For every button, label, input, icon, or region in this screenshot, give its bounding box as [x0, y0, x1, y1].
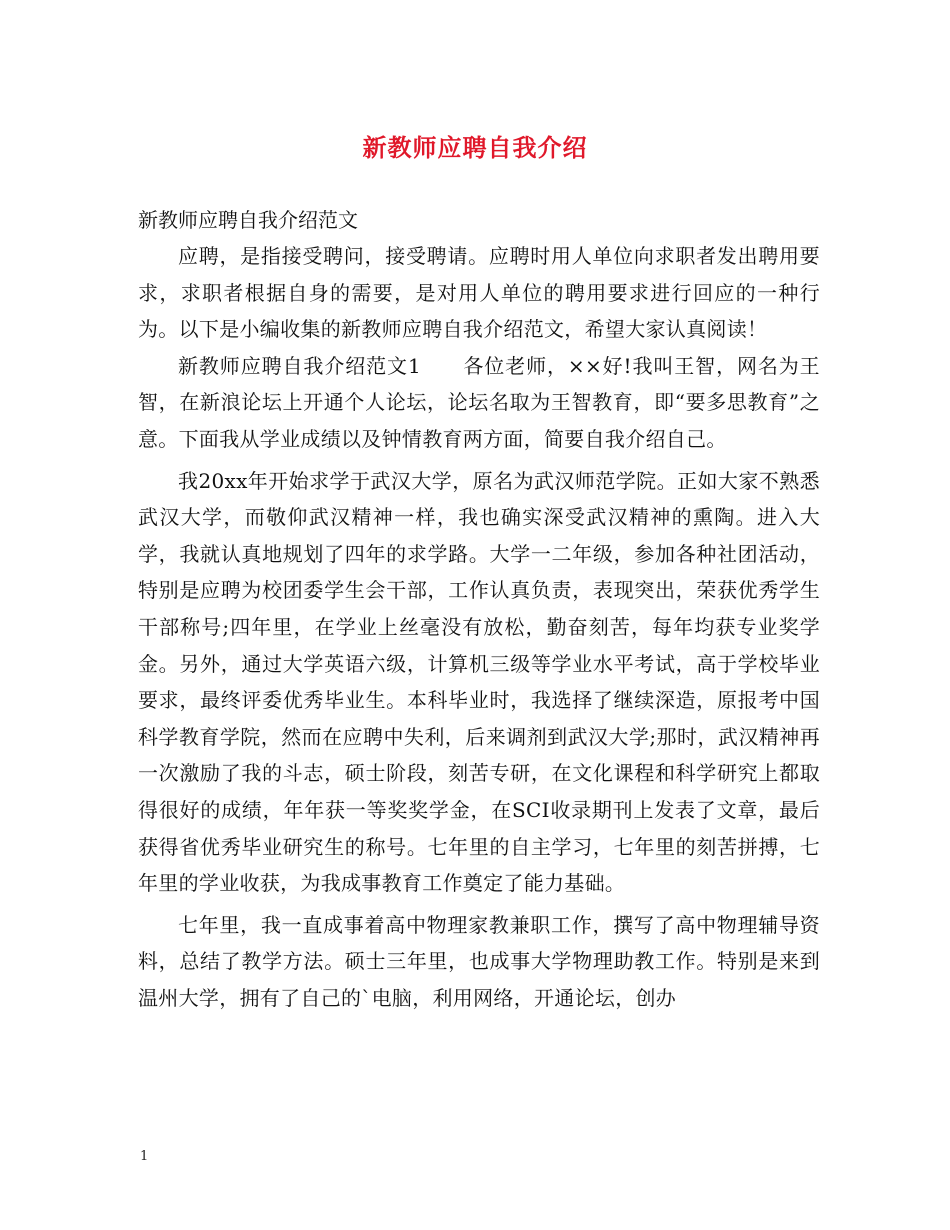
paragraph-teaching: 七年里，我一直成事着高中物理家教兼职工作，撰写了高中物理辅导资料，总结了教学方法。硕士三年里，也成事大学物理助教工作。特别是来到温州大学，拥有了自己的`电脑，利用网络，开通论坛，创办 [138, 912, 820, 1010]
page-number: 1 [140, 1149, 149, 1164]
document-subtitle: 新教师应聘自我介绍范文 [138, 208, 358, 232]
paragraph-intro: 应聘，是指接受聘问，接受聘请。应聘时用人单位向求职者发出聘用要求，求职者根据自身的需要，是对用人单位的聘用要求进行回应的一种行为。以下是小编收集的新教师应聘自我介绍范文，希望大家认真阅读！ [138, 244, 820, 342]
document-title: 新教师应聘自我介绍 [362, 133, 588, 162]
document-body [138, 202, 820, 1016]
paragraph-sample-1: 新教师应聘自我介绍范文1 各位老师，××好!我叫王智，网名为王智，在新浪论坛上开通个人论坛，论坛名取为王智教育，即“要多思教育”之意。下面我从学业成绩以及钟情教育两方面，简要自我介绍自己。 [138, 353, 820, 451]
paragraph-education: 我20xx年开始求学于武汉大学，原名为武汉师范学院。正如大家不熟悉武汉大学，而敬仰武汉精神一样，我也确实深受武汉精神的熏陶。进入大学，我就认真地规划了四年的求学路。大学一二年级，参加各种社团活动，特别是应聘为校团委学生会干部，工作认真负责，表现突出，荣获优秀学生干部称号;四年里，在学业上丝毫没有放松，勤奋刻苦，每年均获专业奖学金。另外，通过大学英语六级，计算机三级等学业水平考试，高于学校毕业要求，最终评委优秀毕业生。本科毕业时，我选择了继续深造，原报考中国科学教育学院，然而在应聘中失利，后来调剂到武汉大学;那时，武汉精神再一次激励了我的斗志，硕士阶段，刻苦专研，在文化课程和科学研究上都取得很好的成绩，年年获一等奖奖学金，在SCI收录期刊上发表了文章，最后获得省优秀毕业研究生的称号。七年里的自主学习，七年里的刻苦拼搏，七年里的学业收获，为我成事教育工作奠定了能力基础。 [138, 468, 820, 896]
